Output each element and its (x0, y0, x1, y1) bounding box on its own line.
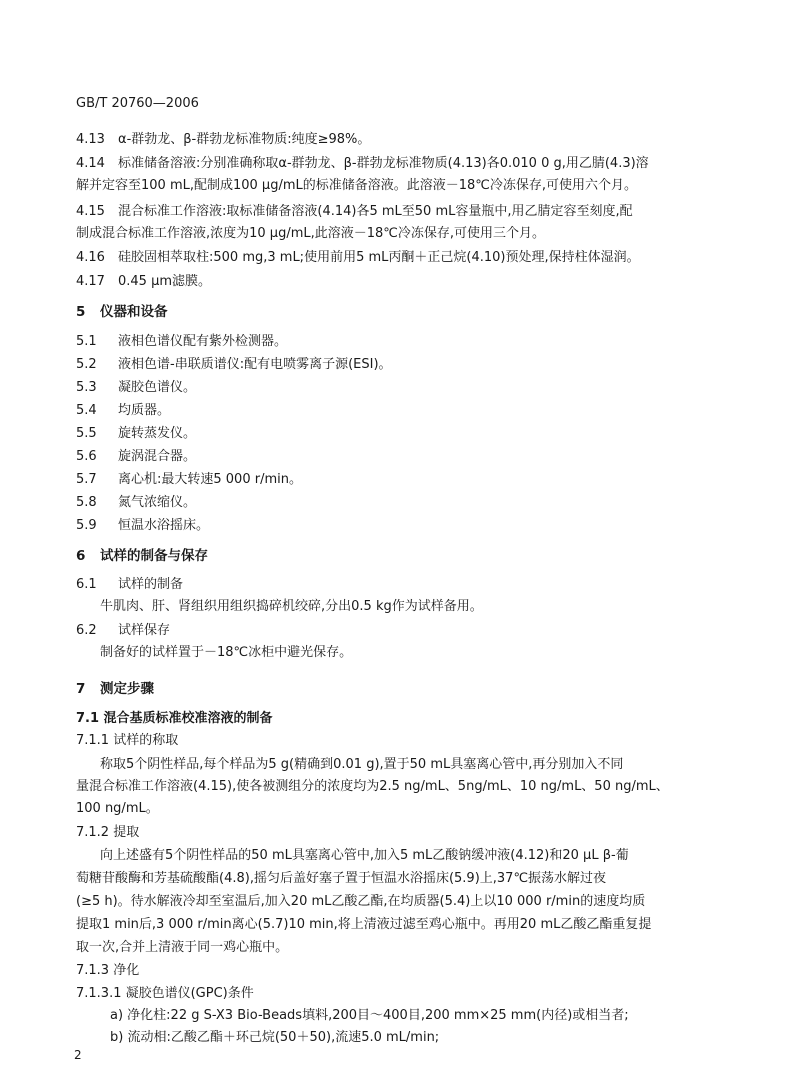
clause-6-2-heading: 6.2 试样保存 (76, 623, 171, 638)
list-item-a: a) 净化柱:22 g S-X3 Bio-Beads填料,200目～400目,200 mm×25 mm(内径)或相当者; (110, 1008, 629, 1023)
page-number: 2 (74, 1048, 82, 1062)
clause-7-1-1: 7.1.1 试样的称取 (76, 733, 179, 748)
clause-6-1-heading: 6.1 试样的制备 (76, 577, 184, 592)
section-6-heading: 6 试样的制备与保存 (76, 548, 208, 564)
clause-4-16: 4.16 硅胶固相萃取柱:500 mg,3 mL;使用前用5 mL丙酮＋正己烷(4.10)预处理,保持柱体湿润。 (76, 250, 640, 265)
clause-6-1-text: 牛肌肉、肝、肾组织用组织捣碎机绞碎,分出0.5 kg作为试样备用。 (100, 599, 483, 614)
clause-4-15-cont: 制成混合标准工作溶液,浓度为10 μg/mL,此溶液－18℃冷冻保存,可使用三个月。 (76, 226, 546, 241)
doc-id: GB/T 20760—2006 (76, 96, 199, 111)
clause-5-9: 5.9 恒温水浴摇床。 (76, 518, 210, 533)
clause-4-14-cont: 解并定容至100 mL,配制成100 μg/mL的标准储备溶液。此溶液－18℃冷冻保存,可使用六个月。 (76, 178, 638, 193)
clause-6-2-text: 制备好的试样置于－18℃冰柜中避光保存。 (100, 645, 353, 660)
para-7-1-1-line-1: 称取5个阴性样品,每个样品为5 g(精确到0.01 g),置于50 mL具塞离心管中,再分别加入不同 (100, 757, 624, 772)
clause-4-17: 4.17 0.45 μm滤膜。 (76, 274, 212, 289)
section-5-heading: 5 仪器和设备 (76, 304, 168, 320)
para-7-1-1-line-2: 量混合标准工作溶液(4.15),使各被测组分的浓度均为2.5 ng/mL、5ng/mL、10 ng/mL、50 ng/mL、 (76, 779, 669, 794)
clause-5-2: 5.2 液相色谱-串联质谱仪:配有电喷雾离子源(ESI)。 (76, 357, 392, 372)
list-item-b: b) 流动相:乙酸乙酯＋环己烷(50＋50),流速5.0 mL/min; (110, 1030, 440, 1045)
clause-5-3: 5.3 凝胶色谱仪。 (76, 380, 197, 395)
clause-7-1-2: 7.1.2 提取 (76, 825, 140, 840)
clause-5-4: 5.4 均质器。 (76, 403, 171, 418)
clause-4-14: 4.14 标准储备溶液:分别准确称取α-群勃龙、β-群勃龙标准物质(4.13)各0.010 0 g,用乙腈(4.3)溶 (76, 156, 649, 171)
clause-7-1: 7.1 混合基质标准校准溶液的制备 (76, 711, 273, 726)
clause-4-15: 4.15 混合标准工作溶液:取标准储备溶液(4.14)各5 mL至50 mL容量瓶中,用乙腈定容至刻度,配 (76, 204, 633, 219)
clause-5-6: 5.6 旋涡混合器。 (76, 449, 197, 464)
clause-4-13: 4.13 α-群勃龙、β-群勃龙标准物质:纯度≥98%。 (76, 132, 371, 147)
clause-5-5: 5.5 旋转蒸发仪。 (76, 426, 197, 441)
para-7-1-2-line-1: 向上述盛有5个阴性样品的50 mL具塞离心管中,加入5 mL乙酸钠缓冲液(4.12)和20 μL β-葡 (100, 848, 629, 863)
section-7-heading: 7 测定步骤 (76, 681, 154, 697)
clause-7-1-3-1: 7.1.3.1 凝胶色谱仪(GPC)条件 (76, 986, 254, 1001)
para-7-1-2-line-2: 萄糖苷酸酶和芳基硫酸酯(4.8),摇匀后盖好塞子置于恒温水浴摇床(5.9)上,37℃振荡水解过夜 (76, 871, 607, 886)
para-7-1-2-line-5: 取一次,合并上清液于同一鸡心瓶中。 (76, 940, 289, 955)
clause-5-8: 5.8 氮气浓缩仪。 (76, 495, 197, 510)
para-7-1-1-line-3: 100 ng/mL。 (76, 801, 159, 816)
clause-5-1: 5.1 液相色谱仪配有紫外检测器。 (76, 334, 288, 349)
clause-5-7: 5.7 离心机:最大转速5 000 r/min。 (76, 472, 302, 487)
para-7-1-2-line-4: 提取1 min后,3 000 r/min离心(5.7)10 min,将上清液过滤至鸡心瓶中。再用20 mL乙酸乙酯重复提 (76, 917, 652, 932)
clause-7-1-3: 7.1.3 净化 (76, 963, 140, 978)
para-7-1-2-line-3: (≥5 h)。待水解液冷却至室温后,加入20 mL乙酸乙酯,在均质器(5.4)上以10 000 r/min的速度均质 (76, 894, 646, 909)
